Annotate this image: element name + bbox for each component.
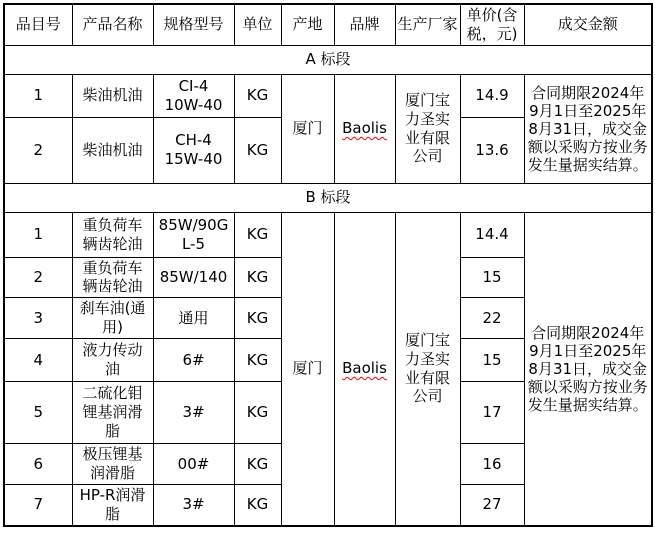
table-row (4, 74, 652, 117)
spec-model: CH-4 15W-40 (153, 117, 234, 183)
unit: KG (234, 298, 281, 339)
spec-model: 85W/140 (153, 257, 234, 298)
product-name: 重负荷车辆齿轮油 (72, 212, 153, 257)
unit-price: 13.6 (460, 117, 524, 183)
item-no: 1 (4, 74, 72, 117)
product-name: 柴油机油 (72, 117, 153, 183)
col-header-unit: 单位 (234, 4, 281, 45)
item-no: 2 (4, 257, 72, 298)
product-name: 柴油机油 (72, 74, 153, 117)
unit: KG (234, 444, 281, 485)
manufacturer: 厦门宝力圣实业有限公司 (395, 212, 460, 526)
section-b-label: B 标段 (4, 183, 652, 212)
spec-model: CI-4 10W-40 (153, 74, 234, 117)
unit-price: 17 (460, 382, 524, 444)
spec-model: 3# (153, 382, 234, 444)
item-no: 5 (4, 382, 72, 444)
unit-price: 22 (460, 298, 524, 339)
product-name: HP-R润滑脂 (72, 485, 153, 526)
spec-model: 6# (153, 339, 234, 382)
product-name: 液力传动油 (72, 339, 153, 382)
col-header-item-no: 品目号 (4, 4, 72, 45)
table-header-row (4, 4, 652, 45)
unit: KG (234, 382, 281, 444)
deal-amount-note: 合同期限2024年9月1日至2025年8月31日，成交金额以采购方按业务发生量据实结算。 (524, 212, 652, 526)
product-name: 刹车油(通用) (72, 298, 153, 339)
col-header-brand: 品牌 (334, 4, 395, 45)
unit: KG (234, 117, 281, 183)
unit: KG (234, 485, 281, 526)
brand: Baolis (334, 212, 395, 526)
unit: KG (234, 212, 281, 257)
unit-price: 14.4 (460, 212, 524, 257)
product-name: 重负荷车辆齿轮油 (72, 257, 153, 298)
origin: 厦门 (281, 212, 334, 526)
section-b-row (4, 183, 652, 212)
spec-model: 3# (153, 485, 234, 526)
item-no: 2 (4, 117, 72, 183)
deal-amount-note: 合同期限2024年9月1日至2025年8月31日，成交金额以采购方按业务发生量据实结算。 (524, 74, 652, 183)
table-row (4, 212, 652, 257)
item-no: 6 (4, 444, 72, 485)
unit-price: 16 (460, 444, 524, 485)
origin: 厦门 (281, 74, 334, 183)
item-no: 4 (4, 339, 72, 382)
item-no: 1 (4, 212, 72, 257)
brand: Baolis (334, 74, 395, 183)
col-header-origin: 产地 (281, 4, 334, 45)
product-name: 二硫化钼锂基润滑脂 (72, 382, 153, 444)
spec-model: 通用 (153, 298, 234, 339)
col-header-spec-model: 规格型号 (153, 4, 234, 45)
unit: KG (234, 74, 281, 117)
col-header-deal-amount: 成交金额 (524, 4, 652, 45)
spec-model: 00# (153, 444, 234, 485)
col-header-unit-price: 单价(含税，元) (460, 4, 524, 45)
unit: KG (234, 339, 281, 382)
unit-price: 14.9 (460, 74, 524, 117)
manufacturer: 厦门宝力圣实业有限公司 (395, 74, 460, 183)
col-header-product-name: 产品名称 (72, 4, 153, 45)
spec-model: 85W/90GL-5 (153, 212, 234, 257)
unit-price: 15 (460, 257, 524, 298)
unit-price: 15 (460, 339, 524, 382)
item-no: 7 (4, 485, 72, 526)
col-header-manufacturer: 生产厂家 (395, 4, 460, 45)
unit: KG (234, 257, 281, 298)
item-no: 3 (4, 298, 72, 339)
section-a-label: A 标段 (4, 45, 652, 74)
unit-price: 27 (460, 485, 524, 526)
section-a-row (4, 45, 652, 74)
product-name: 极压锂基润滑脂 (72, 444, 153, 485)
procurement-result-table (3, 3, 653, 527)
